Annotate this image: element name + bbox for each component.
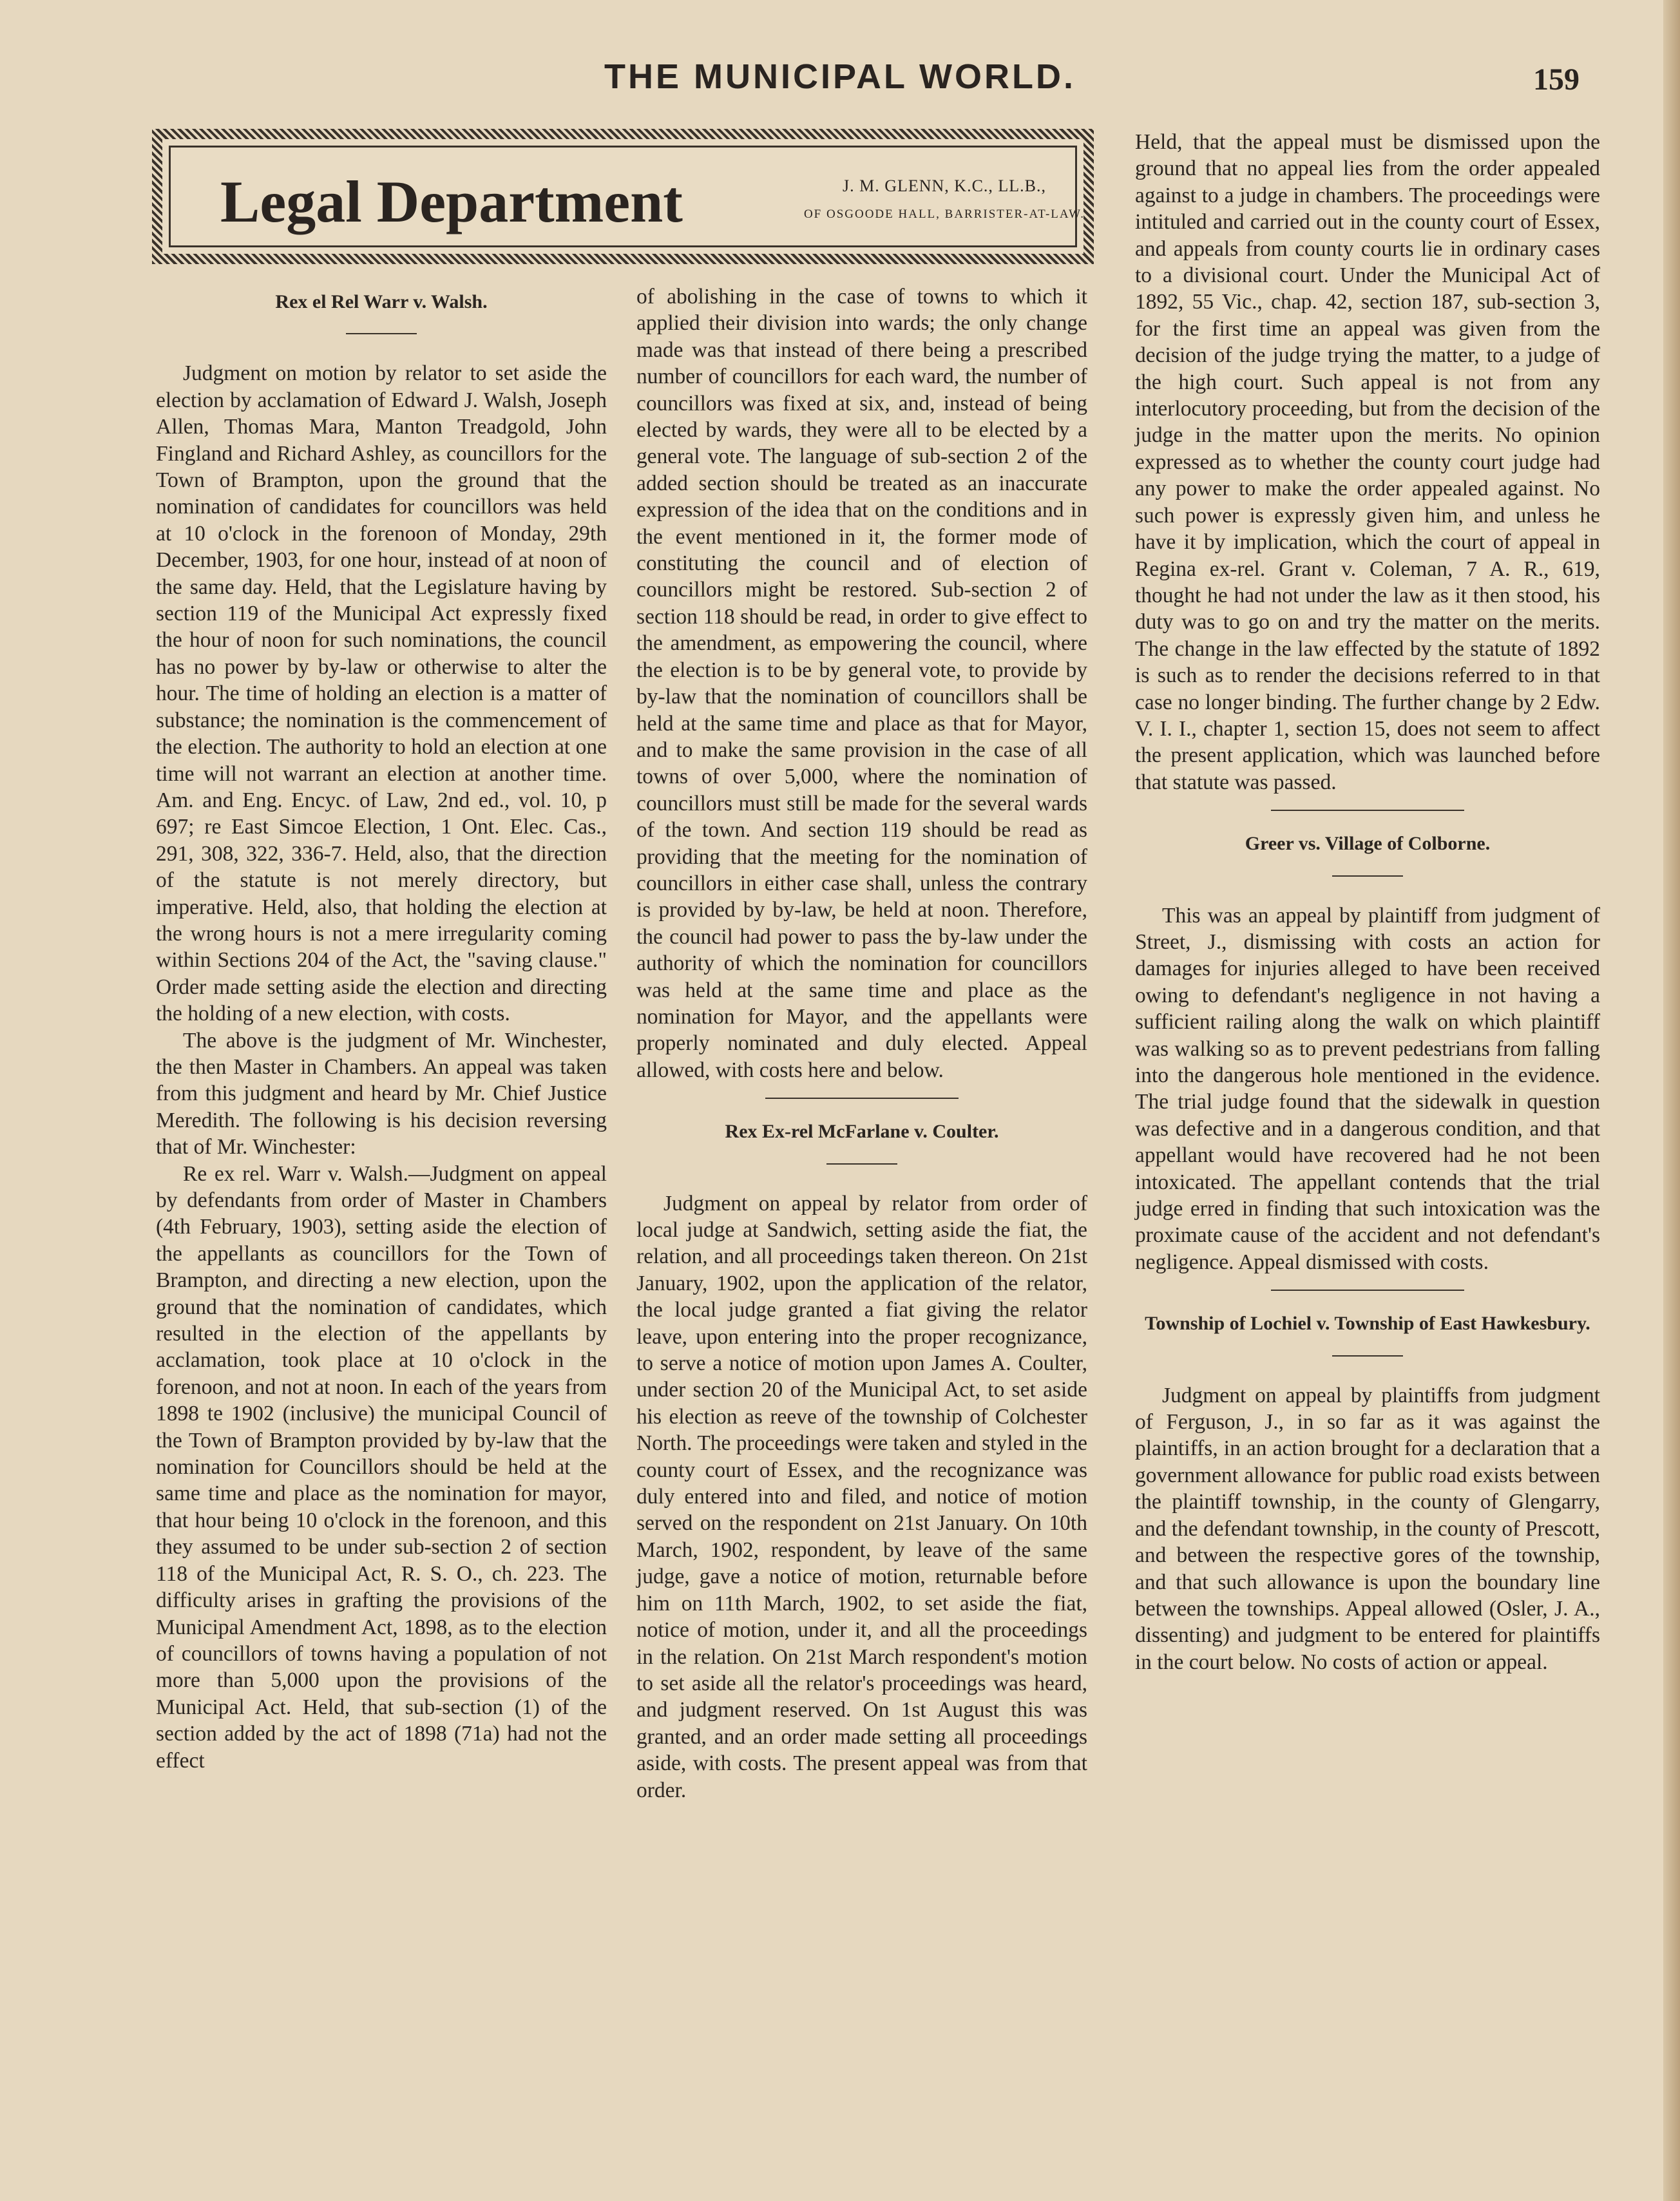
- section-title: Legal Department: [220, 169, 683, 234]
- case-title: Township of Lochiel v. Township of East Hawkesbury.: [1145, 1313, 1590, 1335]
- banner-affiliation: OF OSGOODE HALL, BARRISTER-AT-LAW.: [803, 207, 1085, 221]
- paragraph: Judgment on appeal by relator from order of local judge at Sandwich, setting aside the fiat, the relation, and all proceedings taken thereon. On 21st January, 1902, upon the application of the relator, the local judge granted a fiat giving the relator leave, upon entering into the proper recognizance, to serve a notice of motion upon James A. Coulter, under section 20 of the Municipal Act, to set aside his election as reeve of the township of Colchester North. The proceedings were taken and styled in the county court of Essex, and the recognizance was duly entered into and filed, and notice of motion served on the respondent on 21st January. On 10th March, 1902, respondent, by leave of the same judge, gave a notice of motion, returnable before him on 11th March, 1902, to set aside the fiat, notice of motion, under it, and all the proceedings in the relation. On 21st March respondent's motion to set aside all the relator's proceedings was heard, and judgment reserved. On 1st August this was granted, and an order made setting all proceedings aside, with costs. The present appeal was from that order.: [636, 1191, 1087, 1802]
- column-2: [636, 283, 1087, 1804]
- paragraph: This was an appeal by plaintiff from judgment of Street, J., dismissing with costs an action for damages for injuries alleged to have been received owing to defendant's negligence in not having a sufficient railing along the walk on which plaintiff was walking so as to prevent pedestrians from falling into the dangerous hole mentioned in the evidence. The trial judge found that the sidewalk in question was defective and in a dangerous condition, and that appellant would have recovered had he not been intoxicated. The appellant contends that the trial judge erred in finding that such intoxication was the proximate cause of the accident and not defendant's negligence. Appeal dismissed with costs.: [1135, 903, 1600, 1274]
- paragraph: of abolishing in the case of towns to which it applied their division into wards; the only change made was that instead of there being a prescribed number of councillors for each ward, the number of councillors was fixed at six, and, instead of being elected by wards, they were all to be elected by a general vote. The language of sub-section 2 of the added section should be treated as an inaccurate expression of the idea that on the conditions and in the event mentioned in it, the former mode of constituting the council and of election of councillors might be restored. Sub-section 2 of section 118 should be read, in order to give effect to the amendment, as empowering the council, where the election is to be by general vote, to provide by by-law that the nomination of councillors shall be held at the same time and place as that for Mayor, and to make the same provision in the case of all towns of over 5,000, where the nomination of councillors must still be made for the several wards of the town. And section 119 should be read as providing that the meeting for the nomination of councillors in either case shall, unless the contrary is provided by by-law, be held at noon. Therefore, the council had power to pass the by-law under the authority of which the nomination for councillors was held at the same time and place as the nomination for Mayor, and the appellants were properly nominated and duly elected. Appeal allowed, with costs here and below.: [636, 285, 1087, 1082]
- divider: [1271, 810, 1464, 811]
- divider: [826, 1163, 897, 1165]
- divider: [1271, 1290, 1464, 1291]
- divider: [765, 1098, 959, 1099]
- section-banner: [152, 129, 1094, 264]
- paragraph: Judgment on appeal by plaintiffs from judgment of Ferguson, J., in so far as it was against the plaintiffs, in an action brought for a declaration that a government allowance for public road exists between the plaintiff township, in the county of Glengarry, and the defendant township, in the county of Prescott, and between the respective gores of the township, and that such allowance is upon the boundary line between the townships. Appeal allowed (Osler, J. A., dissenting) and judgment to be entered for plaintiffs in the court below. No costs of action or appeal.: [1135, 1383, 1600, 1674]
- page-number: 159: [1533, 62, 1580, 97]
- column-1: [156, 283, 607, 1774]
- banner-author: J. M. GLENN, K.C., LL.B.,: [842, 176, 1047, 195]
- case-title: Rex Ex-rel McFarlane v. Coulter.: [725, 1121, 999, 1143]
- case-title: Rex el Rel Warr v. Walsh.: [275, 291, 488, 312]
- divider: [1332, 875, 1403, 877]
- divider: [346, 333, 417, 334]
- case-title: Greer vs. Village of Colborne.: [1245, 833, 1491, 855]
- paragraph: Held, that the appeal must be dismissed upon the ground that no appeal lies from the order appealed against to a judge in chambers. The proceedings were intituled and carried out in the county court of Essex, and appeals from county courts lie in ordinary cases to a divisional court. Under the Municipal Act of 1892, 55 Vic., chap. 42, section 187, sub-section 3, for the first time an appeal was given from the decision of the judge trying the matter, to a judge of the high court. Such appeal is not from any interlocutory proceeding, but from the decision of the judge in the matter upon the merits. No opinion expressed as to whether the county court judge had any power to make the order appealed against. No such power is expressly given him, and unless he have it by implication, which the court of appeal in Regina ex-rel. Grant v. Coleman, 7 A. R., 619, thought he had not under the law as it then stood, his duty was to go on and try the matter on the merits. The change in the law effected by the statute of 1892 is such as to render the decisions referred to in that case no longer binding. The further change by 2 Edw. V. I. I., chapter 1, section 15, does not seem to affect the present application, which was launched before that statute was passed.: [1135, 130, 1600, 794]
- paragraph: Re ex rel. Warr v. Walsh.—Judgment on appeal by defendants from order of Master in Chambers (4th February, 1903), setting aside the election of the appellants as councillors for the Town of Brampton, and directing a new election, upon the ground that the nomination of candidates, which resulted in the election of the appellants by acclamation, took place at 10 o'clock in the forenoon, and not at noon. In each of the years from 1898 te 1902 (inclusive) the municipal Council of the Town of Brampton provided by by-law that the nomination for Councillors should be held at the same time and place as the nomination for mayor, that hour being 10 o'clock in the forenoon, and this they assumed to be under sub-section 2 of section 118 of the Municipal Act, R. S. O., ch. 223. The difficulty arises in grafting the provisions of the Municipal Amendment Act, 1898, as to the election of councillors of towns having a population of not more than 5,000 upon the provisions of the Municipal Act. Held, that sub-section (1) of the section added by the act of 1898 (71a) had not the effect: [156, 1161, 607, 1773]
- page-edge: [1663, 0, 1680, 2201]
- paragraph: The above is the judgment of Mr. Winchester, the then Master in Chambers. An appeal was taken from this judgment and heard by Mr. Chief Justice Meredith. The following is his decision reversing that of Mr. Winchester:: [156, 1028, 607, 1159]
- divider: [1332, 1355, 1403, 1357]
- column-3: [1135, 129, 1600, 1675]
- running-header-title: THE MUNICIPAL WORLD.: [604, 57, 1076, 96]
- paragraph: Judgment on motion by relator to set aside the election by acclamation of Edward J. Walsh, Joseph Allen, Thomas Mara, Manton Treadgold, John Fingland and Richard Ashley, as councillors for the Town of Brampton, upon the ground that the nomination of candidates for councillors was held at 10 o'clock in the forenoon of Monday, 29th December, 1903, for one hour, instead of at noon of the same day. Held, that the Legislature having by section 119 of the Municipal Act expressly fixed the hour of noon for such nominations, the council has no power by by-law or otherwise to alter the hour. The time of holding an election is a matter of substance; the nomination is the commencement of the election. The authority to hold an election at one time will not warrant an election at another time. Am. and Eng. Encyc. of Law, 2nd ed., vol. 10, p 697; re East Simcoe Election, 1 Ont. Elec. Cas., 291, 308, 322, 336-7. Held, also, that the direction of the statute is not merely directory, but imperative. Held, also, that holding the election at the wrong hours is not a mere irregularity coming within Sections 204 of the Act, the "saving clause." Order made setting aside the election and directing the holding of a new election, with costs.: [156, 361, 607, 1026]
